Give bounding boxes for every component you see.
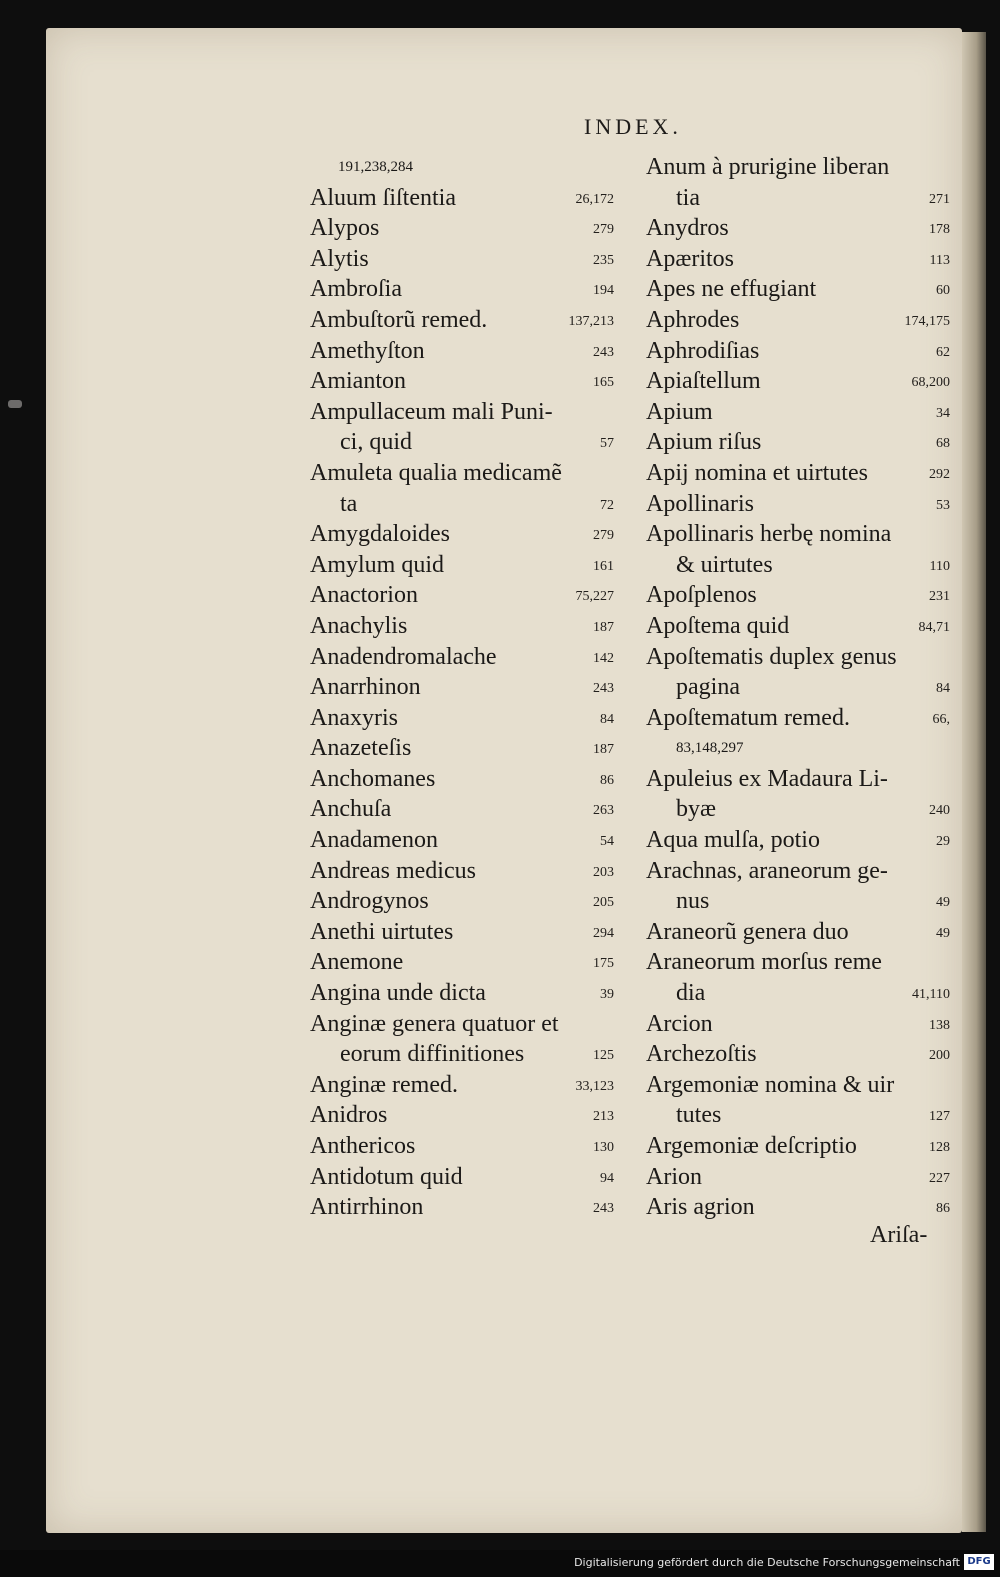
index-entry (310, 397, 614, 428)
index-entry (310, 305, 614, 336)
index-term: Androgynos (310, 888, 429, 915)
index-term: Anaxyris (310, 704, 398, 731)
index-term: Anginæ genera quatuor et (310, 1010, 559, 1037)
index-page-refs: 94 (600, 1170, 614, 1186)
index-page-refs: 84 (936, 681, 950, 697)
index-entry (310, 611, 614, 642)
index-page-refs: 279 (593, 528, 614, 544)
index-entry (646, 1009, 950, 1040)
index-entry (310, 856, 614, 887)
index-entry (646, 183, 950, 214)
index-page-refs: 271 (929, 191, 950, 207)
index-term: Anactorion (310, 582, 418, 609)
index-entry (310, 183, 614, 214)
binding-clip (8, 400, 22, 408)
index-page-refs: 125 (593, 1048, 614, 1064)
footer-credit: Digitalisierung gefördert durch die Deutsche Forschungsgemeinschaft (574, 1556, 960, 1569)
index-entry (310, 672, 614, 703)
page-header: INDEX. (584, 114, 682, 139)
index-term: Apium riſus (646, 429, 762, 456)
index-page-refs: 34 (936, 405, 950, 421)
index-entry (646, 611, 950, 642)
index-page-refs: 130 (593, 1140, 614, 1155)
index-entry (646, 244, 950, 275)
index-entry (646, 1100, 950, 1131)
index-entry (646, 886, 950, 917)
index-entry (310, 1039, 614, 1070)
index-term: & uirtutes (676, 551, 773, 578)
index-term: Aphrodes (646, 306, 740, 333)
index-page-refs: 66, (932, 711, 950, 727)
index-entry (310, 1100, 614, 1131)
index-page-refs: 205 (593, 895, 614, 911)
index-page-refs: 33,123 (575, 1078, 614, 1094)
index-entry (310, 550, 614, 581)
index-term: Amygdaloides (310, 521, 450, 548)
index-term: Amethyſton (310, 337, 425, 364)
index-entry (646, 458, 950, 489)
index-entry (310, 213, 614, 244)
index-term: Anum à prurigine liberan (646, 154, 890, 180)
index-term: Arion (646, 1163, 702, 1190)
index-entry (310, 152, 614, 183)
index-page-refs: 138 (929, 1017, 950, 1033)
index-term: Anadamenon (310, 827, 438, 854)
index-page-refs: 142 (593, 650, 614, 666)
index-entry (310, 274, 614, 305)
footer-bar (0, 1550, 1000, 1577)
index-entry (646, 642, 950, 673)
index-term: Anachylis (310, 612, 408, 639)
index-entry (646, 1162, 950, 1193)
index-entry (310, 978, 614, 1009)
index-page-refs: 213 (593, 1109, 614, 1125)
index-page-refs: 187 (593, 742, 614, 758)
index-entry (646, 1131, 950, 1162)
index-term: Arachnas, araneorum ge- (646, 857, 888, 884)
index-entry (646, 947, 950, 978)
index-entry (646, 764, 950, 795)
index-term: Apiaſtellum (646, 368, 761, 395)
index-entry (310, 764, 614, 795)
index-page-refs: 194 (593, 283, 614, 299)
index-term: Anchuſa (310, 796, 392, 823)
index-page-refs: 75,227 (575, 589, 614, 605)
index-page-refs: 203 (593, 864, 614, 880)
index-term: Angina unde dicta (310, 980, 486, 1007)
index-page-refs: 243 (593, 681, 614, 697)
index-page-refs: 62 (936, 344, 950, 360)
index-term: tutes (676, 1102, 722, 1129)
index-entry (310, 580, 614, 611)
index-column-left (310, 152, 614, 1223)
index-page-refs: 187 (593, 619, 614, 635)
index-term: Alypos (310, 215, 380, 242)
index-entry (310, 458, 614, 489)
index-page-refs: 57 (600, 436, 614, 452)
index-term: Anidros (310, 1102, 388, 1129)
index-entry (310, 427, 614, 458)
index-term: Apium (646, 398, 713, 425)
index-page-refs: 161 (593, 558, 614, 574)
index-entry (646, 580, 950, 611)
index-term: Anemone (310, 949, 404, 976)
index-entry (646, 550, 950, 581)
index-entry (310, 733, 614, 764)
index-term: Antidotum quid (310, 1163, 463, 1190)
index-column-right (646, 152, 950, 1223)
index-entry (646, 519, 950, 550)
index-entry (646, 1192, 950, 1223)
index-term: Apoſtematum remed. (646, 704, 850, 731)
index-entry (646, 305, 950, 336)
index-page-refs: 243 (593, 344, 614, 360)
index-term: Aris agrion (646, 1194, 755, 1221)
index-entry (310, 519, 614, 550)
index-entry (310, 1070, 614, 1101)
index-entry (310, 336, 614, 367)
index-page-refs: 165 (593, 375, 614, 391)
index-term: Araneorũ genera duo (646, 918, 849, 945)
index-entry (310, 244, 614, 275)
index-page-refs: 231 (929, 589, 950, 605)
index-term: 83,148,297 (676, 740, 744, 757)
index-term: Anadendromalache (310, 643, 497, 670)
index-page-refs: 235 (593, 252, 614, 268)
index-entry (646, 794, 950, 825)
index-entry (310, 1162, 614, 1193)
index-term: Apoſtematis duplex genus (646, 643, 897, 670)
index-term: Antirrhinon (310, 1194, 424, 1221)
index-term: Andreas medicus (310, 857, 476, 884)
index-term: 191,238,284 (338, 159, 413, 175)
index-page-refs: 29 (936, 834, 950, 850)
index-term: Anarrhinon (310, 674, 421, 701)
index-term: Apes ne effugiant (646, 276, 817, 303)
index-term: Argemoniæ nomina & uir (646, 1071, 895, 1098)
index-term: Argemoniæ deſcriptio (646, 1133, 857, 1159)
index-entry (310, 886, 614, 917)
index-entry (646, 397, 950, 428)
index-term: Amuleta qualia medicamẽ (310, 459, 562, 486)
index-term: Ambroſia (310, 276, 402, 303)
index-page-refs: 240 (929, 803, 950, 819)
index-term: Apollinaris (646, 490, 754, 517)
index-entry (646, 825, 950, 856)
index-page-refs: 86 (936, 1201, 950, 1217)
index-page-refs: 84 (600, 711, 614, 727)
index-entry (646, 856, 950, 887)
index-entry (310, 489, 614, 520)
index-entry (310, 1192, 614, 1223)
index-page-refs: 68,200 (911, 375, 950, 391)
index-term: Ampullaceum mali Puni- (310, 398, 553, 425)
index-page-refs: 53 (936, 497, 950, 513)
index-term: ci, quid (340, 429, 412, 456)
index-entry (310, 917, 614, 948)
index-term: Archezoſtis (646, 1041, 757, 1068)
index-entry (646, 152, 950, 183)
catchword: Ariſa- (870, 1222, 928, 1248)
index-page-refs: 128 (929, 1140, 950, 1155)
index-page-refs: 60 (936, 283, 950, 299)
index-page-refs: 54 (600, 834, 614, 850)
index-term: Ambuſtorũ remed. (310, 306, 488, 333)
index-term: Anydros (646, 215, 729, 242)
index-page-refs: 227 (929, 1170, 950, 1186)
index-term: Anazeteſis (310, 735, 412, 762)
index-entry (646, 489, 950, 520)
index-page-refs: 292 (929, 466, 950, 482)
index-term: Aluum ſiſtentia (310, 184, 456, 211)
index-page-refs: 84,71 (918, 619, 950, 635)
index-entry (310, 947, 614, 978)
index-page-refs: 279 (593, 222, 614, 238)
index-term: Apollinaris herbę nomina (646, 521, 892, 548)
index-entry (646, 1039, 950, 1070)
index-entry (646, 733, 950, 764)
index-term: Amianton (310, 368, 406, 395)
index-term: Anchomanes (310, 765, 436, 792)
index-page-refs: 26,172 (575, 191, 614, 207)
index-page-refs: 72 (600, 497, 614, 513)
index-page-refs: 174,175 (904, 313, 950, 329)
index-page-refs: 110 (929, 558, 950, 574)
book-page-edge (962, 32, 986, 1532)
index-term: nus (676, 888, 710, 915)
index-page-refs: 68 (936, 436, 950, 452)
index-entry (646, 336, 950, 367)
index-page-refs: 175 (593, 956, 614, 972)
index-page-refs: 41,110 (912, 987, 950, 1003)
index-term: Apoſplenos (646, 582, 757, 609)
index-entry (310, 703, 614, 734)
index-entry (646, 672, 950, 703)
index-page-refs: 294 (593, 925, 614, 941)
index-page-refs: 200 (929, 1048, 950, 1064)
index-term: Apæritos (646, 245, 735, 272)
index-entry (310, 825, 614, 856)
index-entry (646, 917, 950, 948)
index-term: Alytis (310, 245, 369, 272)
index-term: Apoſtema quid (646, 612, 790, 639)
index-term: Apuleius ex Madaura Li- (646, 765, 888, 792)
index-page-refs: 127 (929, 1109, 950, 1125)
index-term: tia (676, 184, 700, 211)
index-entry (646, 1070, 950, 1101)
index-term: byæ (676, 796, 717, 823)
index-term: Apij nomina et uirtutes (646, 459, 868, 486)
index-entry (646, 213, 950, 244)
index-page-refs: 137,213 (568, 313, 614, 329)
index-page-refs: 263 (593, 803, 614, 819)
index-page-refs: 243 (593, 1201, 614, 1217)
index-entry (310, 1009, 614, 1040)
index-page-refs: 113 (929, 252, 950, 268)
index-term: eorum diffinitiones (340, 1041, 525, 1068)
index-term: Anginæ remed. (310, 1071, 458, 1098)
index-entry (646, 978, 950, 1009)
index-page-refs: 178 (929, 222, 950, 238)
index-entry (646, 703, 950, 734)
index-term: Anthericos (310, 1133, 416, 1159)
index-term: Araneorum morſus reme (646, 949, 882, 976)
index-entry (310, 642, 614, 673)
index-entry (646, 366, 950, 397)
index-entry (310, 794, 614, 825)
index-entry (310, 366, 614, 397)
index-entry (646, 427, 950, 458)
index-term: dia (676, 980, 706, 1007)
index-term: Aphrodiſias (646, 337, 760, 364)
index-page-refs: 49 (936, 925, 950, 941)
index-term: Aqua mulſa, potio (646, 827, 820, 854)
index-term: ta (340, 490, 358, 517)
index-entry (646, 274, 950, 305)
index-page-refs: 86 (600, 772, 614, 788)
index-term: Amylum quid (310, 551, 445, 578)
index-term: pagina (676, 674, 740, 701)
index-page-refs: 49 (936, 895, 950, 911)
dfg-logo: DFG (964, 1554, 994, 1570)
index-entry (310, 1131, 614, 1162)
index-term: Anethi uirtutes (310, 918, 454, 945)
index-page-refs: 39 (600, 987, 614, 1003)
index-term: Arcion (646, 1010, 713, 1037)
